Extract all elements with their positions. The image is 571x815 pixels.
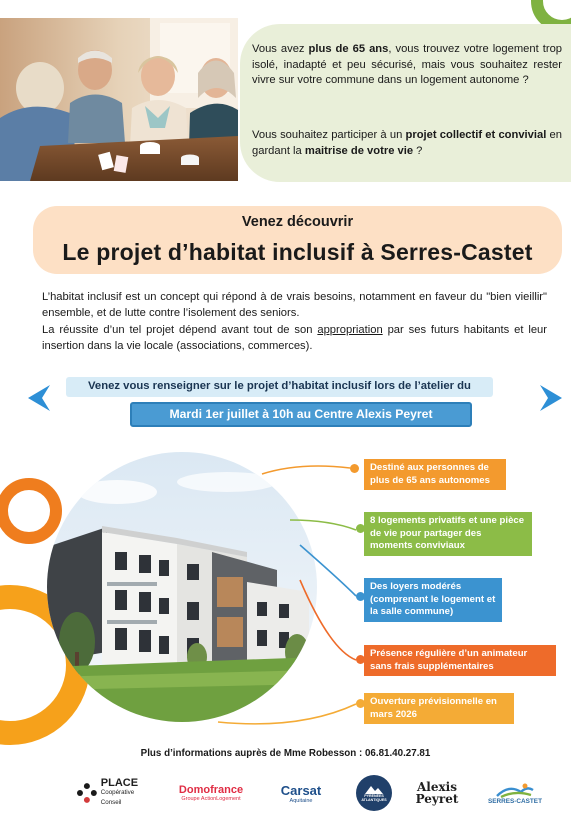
carsat-sub: Aquitaine	[289, 797, 313, 804]
alexis-peyret-logo	[412, 775, 462, 811]
domofrance-logo	[170, 775, 252, 811]
intro-paragraph-1: Vous avez plus de 65 ans, vous trouvez votre logement trop isolé, inadapté et peu sécurisé, mais vous souhaitez rester vivre sur votre commune dans un logement autonome ?	[252, 43, 563, 87]
place-name: PLACE	[100, 777, 139, 789]
place-sub: Coopérative Conseil	[100, 789, 135, 806]
feature-dot	[350, 464, 359, 473]
feature-item: Présence régulière d’un animateur sans frais supplémentaires	[364, 645, 556, 676]
alexis-name-1: Alexis	[417, 780, 457, 794]
alexis-name-2: Peyret	[415, 792, 459, 806]
serres-castet-name: SERRES-CASTET	[488, 797, 542, 805]
domofrance-sub: Groupe ActionLogement	[181, 796, 241, 802]
carsat-logo	[268, 775, 334, 811]
mountain-icon	[365, 784, 383, 794]
serres-castet-logo	[482, 775, 548, 811]
feature-item: Destiné aux personnes de plus de 65 ans autonomes	[364, 459, 506, 490]
intro-paragraph-2: Vous souhaitez participer à un projet collectif et convivial en gardant la maitrise de votre vie ?	[252, 129, 562, 157]
event-date: Mardi 1er juillet à 10h au Centre Alexis Peyret	[169, 407, 433, 421]
feature-item: Ouverture prévisionnelle en mars 2026	[364, 693, 514, 724]
feature-item: Des loyers modérés (comprenant le logement et la salle commune)	[364, 578, 502, 622]
contact-info: Plus d’informations auprès de Mme Robesson : 06.81.40.27.81	[140, 748, 431, 759]
place-logo	[76, 775, 156, 811]
body-paragraph-1: L’habitat inclusif est un concept qui répond à de vrais besoins, notamment en faveur du "bien vieillir" ensemble, et de lutte contre l’isolement des seniors.	[42, 291, 547, 319]
feature-item: 8 logements privatifs et une pièce de vie pour partager des moments conviviaux	[364, 512, 532, 556]
pyrenees-name: PYRÉNÉES ATLANTIQUES	[361, 794, 387, 802]
page-title: Le projet d’habitat inclusif à Serres-Castet	[62, 239, 533, 265]
banner-kicker: Venez découvrir	[241, 214, 354, 230]
serres-castet-mark-icon	[495, 782, 535, 798]
event-invite: Venez vous renseigner sur le projet d’habitat inclusif lors de l’atelier du	[88, 380, 471, 392]
domofrance-name: Domofrance	[178, 784, 244, 796]
body-paragraph-2: La réussite d’un tel projet dépend avant tout de son appropriation par ses futurs habitants et leur insertion dans la vie locale (associations, commerces).	[42, 324, 547, 352]
carsat-name: Carsat	[280, 782, 322, 798]
place-mark-icon	[76, 782, 98, 804]
pyrenees-atlantiques-logo	[354, 775, 394, 811]
